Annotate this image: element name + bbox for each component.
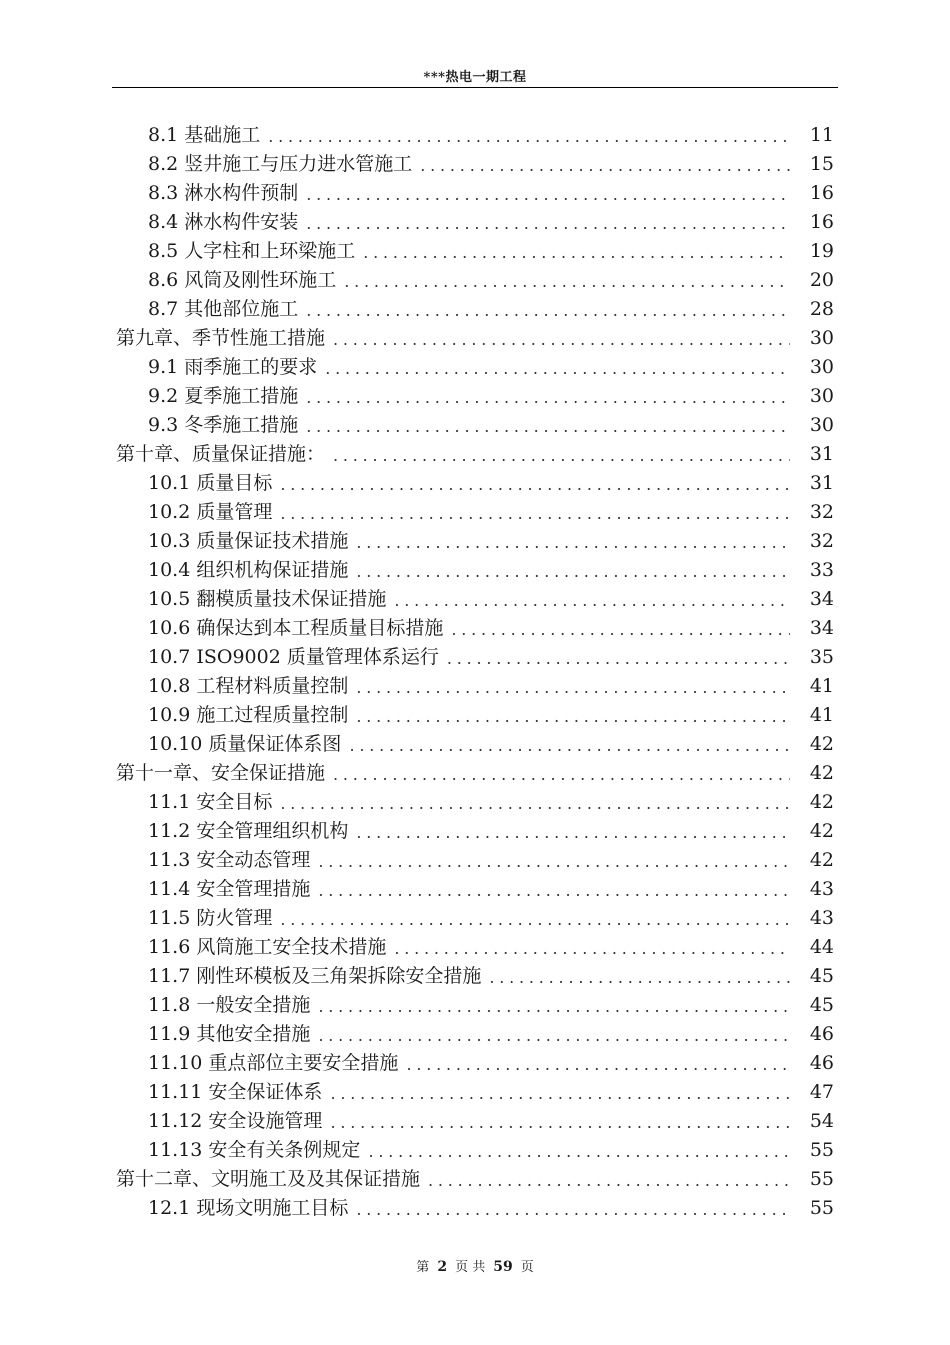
toc-entry-label: 10.8 工程材料质量控制 (148, 675, 349, 697)
toc-entry-label: 10.7 ISO9002 质量管理体系运行 (148, 646, 439, 668)
toc-dot-leader (356, 1194, 790, 1223)
toc-section-entry[interactable] (0, 556, 950, 585)
toc-entry-page-number: 34 (809, 617, 834, 639)
document-header-title: ***热电一期工程 (423, 70, 527, 85)
toc-section-entry[interactable] (0, 672, 950, 701)
toc-entry-label: 8.3 淋水构件预制 (148, 182, 299, 204)
footer-suffix: 页 (520, 1260, 534, 1275)
toc-dot-leader (344, 266, 790, 295)
toc-entry-label: 10.9 施工过程质量控制 (148, 704, 349, 726)
toc-dot-leader (333, 324, 790, 353)
toc-entry-label: 10.10 质量保证体系图 (148, 733, 342, 755)
toc-entry-label: 11.1 安全目标 (148, 791, 273, 813)
toc-entry-label: 11.11 安全保证体系 (148, 1081, 323, 1103)
toc-entry-page-number: 46 (809, 1023, 834, 1045)
toc-chapter-entry[interactable] (0, 759, 950, 788)
table-of-contents (0, 121, 950, 1223)
toc-section-entry[interactable] (0, 121, 950, 150)
toc-entry-page-number: 55 (809, 1168, 834, 1190)
toc-entry-page-number: 33 (809, 559, 834, 581)
toc-dot-leader (318, 875, 790, 904)
toc-entry-page-number: 42 (809, 791, 834, 813)
toc-section-entry[interactable] (0, 411, 950, 440)
toc-entry-label: 11.2 安全管理组织机构 (148, 820, 349, 842)
toc-section-entry[interactable] (0, 469, 950, 498)
toc-entry-page-number: 54 (809, 1110, 834, 1132)
toc-entry-label: 第十一章、安全保证措施 (116, 762, 326, 784)
toc-section-entry[interactable] (0, 846, 950, 875)
toc-dot-leader (330, 1107, 790, 1136)
toc-entry-page-number: 42 (809, 820, 834, 842)
toc-entry-page-number: 45 (809, 994, 834, 1016)
toc-entry-label: 10.4 组织机构保证措施 (148, 559, 349, 581)
toc-entry-page-number: 42 (809, 762, 834, 784)
toc-dot-leader (325, 353, 790, 382)
toc-dot-leader (306, 382, 790, 411)
toc-dot-leader (356, 817, 790, 846)
toc-entry-page-number: 16 (809, 211, 834, 233)
toc-entry-label: 8.7 其他部位施工 (148, 298, 299, 320)
toc-entry-label: 10.1 质量目标 (148, 472, 273, 494)
toc-dot-leader (280, 788, 790, 817)
toc-section-entry[interactable] (0, 266, 950, 295)
toc-dot-leader (268, 121, 790, 150)
toc-section-entry[interactable] (0, 237, 950, 266)
toc-dot-leader (306, 179, 790, 208)
toc-section-entry[interactable] (0, 1107, 950, 1136)
toc-entry-page-number: 46 (809, 1052, 834, 1074)
toc-entry-page-number: 42 (809, 849, 834, 871)
toc-entry-label: 10.6 确保达到本工程质量目标措施 (148, 617, 444, 639)
toc-dot-leader (428, 1165, 790, 1194)
toc-entry-label: 11.9 其他安全措施 (148, 1023, 311, 1045)
toc-dot-leader (333, 440, 790, 469)
toc-entry-label: 11.12 安全设施管理 (148, 1110, 323, 1132)
toc-dot-leader (420, 150, 790, 179)
toc-entry-label: 11.10 重点部位主要安全措施 (148, 1052, 399, 1074)
toc-entry-page-number: 32 (809, 501, 834, 523)
toc-entry-page-number: 41 (809, 704, 834, 726)
toc-entry-page-number: 42 (809, 733, 834, 755)
toc-entry-label: 8.4 淋水构件安装 (148, 211, 299, 233)
toc-section-entry[interactable] (0, 179, 950, 208)
toc-dot-leader (356, 672, 790, 701)
toc-section-entry[interactable] (0, 991, 950, 1020)
toc-section-entry[interactable] (0, 817, 950, 846)
toc-section-entry[interactable] (0, 150, 950, 179)
toc-entry-page-number: 30 (809, 327, 834, 349)
toc-section-entry[interactable] (0, 585, 950, 614)
toc-dot-leader (306, 411, 790, 440)
toc-section-entry[interactable] (0, 295, 950, 324)
toc-entry-page-number: 43 (809, 878, 834, 900)
toc-entry-label: 第十二章、文明施工及及其保证措施 (116, 1168, 421, 1190)
toc-section-entry[interactable] (0, 643, 950, 672)
toc-section-entry[interactable] (0, 730, 950, 759)
toc-entry-label: 10.5 翻模质量技术保证措施 (148, 588, 387, 610)
toc-dot-leader (394, 585, 790, 614)
toc-entry-label: 11.13 安全有关条例规定 (148, 1139, 361, 1161)
toc-entry-page-number: 43 (809, 907, 834, 929)
toc-dot-leader (447, 643, 790, 672)
toc-dot-leader (318, 1020, 790, 1049)
toc-entry-page-number: 44 (809, 936, 834, 958)
toc-chapter-entry[interactable] (0, 440, 950, 469)
toc-entry-label: 11.8 一般安全措施 (148, 994, 311, 1016)
toc-section-entry[interactable] (0, 1078, 950, 1107)
toc-entry-label: 8.1 基础施工 (148, 124, 261, 146)
toc-entry-page-number: 35 (809, 646, 834, 668)
toc-dot-leader (368, 1136, 790, 1165)
toc-section-entry[interactable] (0, 962, 950, 991)
toc-entry-page-number: 16 (809, 182, 834, 204)
toc-entry-page-number: 45 (809, 965, 834, 987)
toc-entry-page-number: 47 (809, 1081, 834, 1103)
toc-entry-label: 11.6 风筒施工安全技术措施 (148, 936, 387, 958)
toc-section-entry[interactable] (0, 1020, 950, 1049)
toc-entry-page-number: 28 (809, 298, 834, 320)
toc-entry-label: 9.1 雨季施工的要求 (148, 356, 318, 378)
toc-entry-page-number: 31 (809, 443, 834, 465)
footer-current-page: 2 (437, 1259, 448, 1275)
toc-section-entry[interactable] (0, 353, 950, 382)
toc-section-entry[interactable] (0, 614, 950, 643)
toc-entry-label: 第九章、季节性施工措施 (116, 327, 326, 349)
toc-dot-leader (318, 991, 790, 1020)
toc-entry-page-number: 30 (809, 356, 834, 378)
toc-dot-leader (363, 237, 790, 266)
toc-entry-page-number: 30 (809, 414, 834, 436)
toc-entry-label: 12.1 现场文明施工目标 (148, 1197, 349, 1219)
toc-entry-page-number: 55 (809, 1139, 834, 1161)
toc-entry-label: 第十章、质量保证措施： (116, 443, 326, 465)
toc-dot-leader (406, 1049, 790, 1078)
toc-dot-leader (349, 730, 790, 759)
toc-dot-leader (306, 295, 790, 324)
toc-dot-leader (451, 614, 790, 643)
header-divider (112, 87, 838, 88)
toc-section-entry[interactable] (0, 904, 950, 933)
toc-dot-leader (330, 1078, 790, 1107)
toc-dot-leader (333, 759, 790, 788)
toc-dot-leader (318, 846, 790, 875)
toc-dot-leader (356, 527, 790, 556)
toc-chapter-entry[interactable] (0, 324, 950, 353)
footer-total-pages: 59 (493, 1259, 513, 1275)
toc-section-entry[interactable] (0, 1136, 950, 1165)
toc-section-entry[interactable] (0, 1194, 950, 1223)
toc-entry-label: 10.2 质量管理 (148, 501, 273, 523)
toc-dot-leader (394, 933, 790, 962)
toc-entry-page-number: 30 (809, 385, 834, 407)
toc-section-entry[interactable] (0, 527, 950, 556)
toc-section-entry[interactable] (0, 933, 950, 962)
toc-entry-page-number: 15 (809, 153, 834, 175)
toc-section-entry[interactable] (0, 875, 950, 904)
toc-section-entry[interactable] (0, 498, 950, 527)
toc-section-entry[interactable] (0, 701, 950, 730)
toc-entry-label: 11.4 安全管理措施 (148, 878, 311, 900)
footer-middle: 页 共 (455, 1260, 486, 1275)
footer-prefix: 第 (416, 1260, 430, 1275)
toc-entry-page-number: 41 (809, 675, 834, 697)
toc-entry-page-number: 34 (809, 588, 834, 610)
toc-section-entry[interactable] (0, 382, 950, 411)
toc-section-entry[interactable] (0, 1049, 950, 1078)
toc-entry-page-number: 55 (809, 1197, 834, 1219)
toc-entry-label: 8.2 竖井施工与压力进水管施工 (148, 153, 413, 175)
toc-dot-leader (356, 556, 790, 585)
toc-entry-label: 9.2 夏季施工措施 (148, 385, 299, 407)
toc-dot-leader (280, 904, 790, 933)
toc-entry-page-number: 19 (809, 240, 834, 262)
toc-entry-label: 8.6 风筒及刚性环施工 (148, 269, 337, 291)
toc-entry-label: 8.5 人字柱和上环梁施工 (148, 240, 356, 262)
toc-section-entry[interactable] (0, 208, 950, 237)
page-footer (0, 1256, 950, 1275)
toc-entry-label: 10.3 质量保证技术措施 (148, 530, 349, 552)
toc-entry-page-number: 32 (809, 530, 834, 552)
toc-entry-label: 11.5 防火管理 (148, 907, 273, 929)
toc-entry-label: 11.3 安全动态管理 (148, 849, 311, 871)
toc-chapter-entry[interactable] (0, 1165, 950, 1194)
toc-dot-leader (280, 469, 790, 498)
toc-entry-page-number: 11 (809, 124, 834, 146)
toc-dot-leader (306, 208, 790, 237)
toc-entry-page-number: 20 (809, 269, 834, 291)
toc-dot-leader (356, 701, 790, 730)
toc-entry-label: 9.3 冬季施工措施 (148, 414, 299, 436)
toc-entry-label: 11.7 刚性环模板及三角架拆除安全措施 (148, 965, 482, 987)
toc-dot-leader (280, 498, 790, 527)
toc-dot-leader (489, 962, 790, 991)
toc-section-entry[interactable] (0, 788, 950, 817)
toc-entry-page-number: 31 (809, 472, 834, 494)
